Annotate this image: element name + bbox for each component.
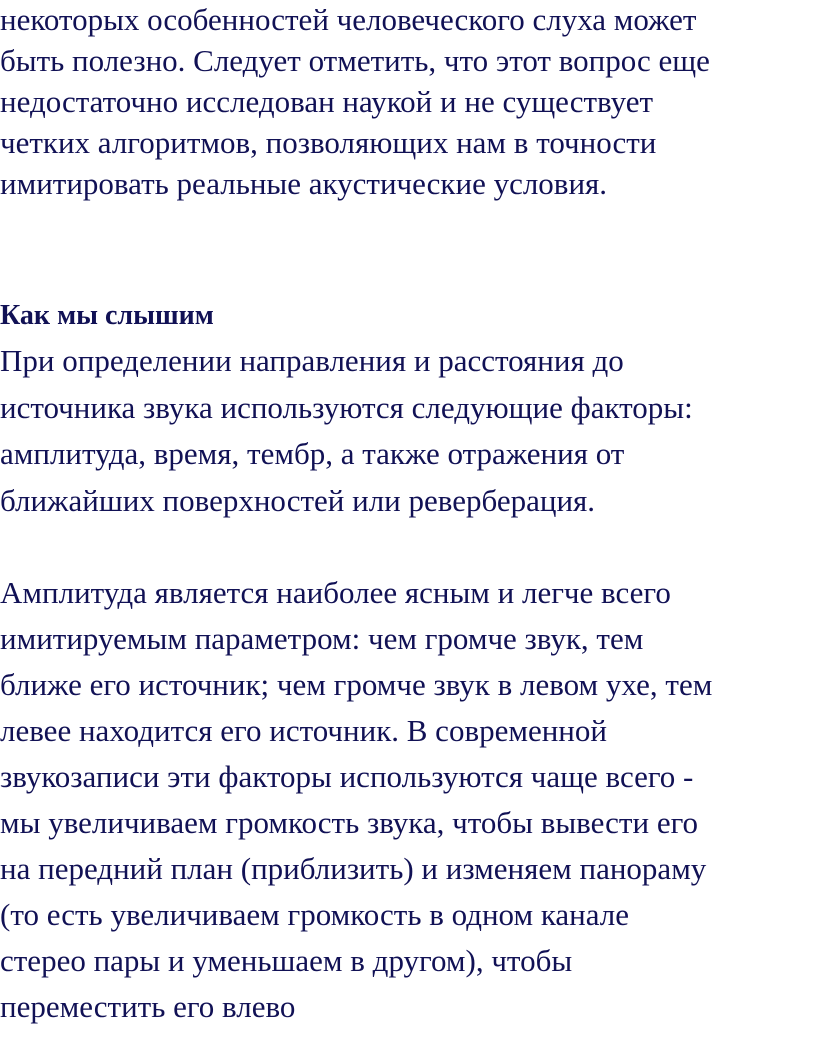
text-line: амплитуда, время, тембр, а также отражения от bbox=[0, 436, 625, 471]
text-line: имитируемым параметром: чем громче звук, тем bbox=[0, 621, 644, 656]
text-line: четких алгоритмов, позволяющих нам в точности bbox=[0, 125, 657, 160]
text-line: ближе его источник; чем громче звук в левом ухе, тем bbox=[0, 667, 713, 702]
text-line: имитировать реальные акустические условия. bbox=[0, 166, 608, 201]
text-line: на передний план (приблизить) и изменяем панораму bbox=[0, 851, 707, 886]
text-line: Амплитуда является наиболее ясным и легче всего bbox=[0, 575, 671, 610]
text-line: источника звука используются следующие факторы: bbox=[0, 390, 693, 425]
text-line: мы увеличиваем громкость звука, чтобы вывести его bbox=[0, 805, 699, 840]
text-line: недостаточно исследован наукой и не существует bbox=[0, 84, 653, 119]
section-heading: Как мы слышим bbox=[0, 300, 214, 331]
text-line: ближайших поверхностей или реверберация. bbox=[0, 483, 596, 518]
text-line: При определении направления и расстояния до bbox=[0, 343, 624, 378]
text-line: левее находится его источник. В современной bbox=[0, 713, 607, 748]
text-line: быть полезно. Следует отметить, что этот вопрос еще bbox=[0, 43, 710, 78]
text-line: стерео пары и уменьшаем в другом), чтобы bbox=[0, 943, 573, 978]
text-line: (то есть увеличиваем громкость в одном канале bbox=[0, 897, 630, 932]
text-line: звукозаписи эти факторы используются чаще всего - bbox=[0, 759, 694, 794]
text-line: некоторых особенностей человеческого слуха может bbox=[0, 2, 697, 37]
text-line: переместить его влево bbox=[0, 989, 296, 1024]
